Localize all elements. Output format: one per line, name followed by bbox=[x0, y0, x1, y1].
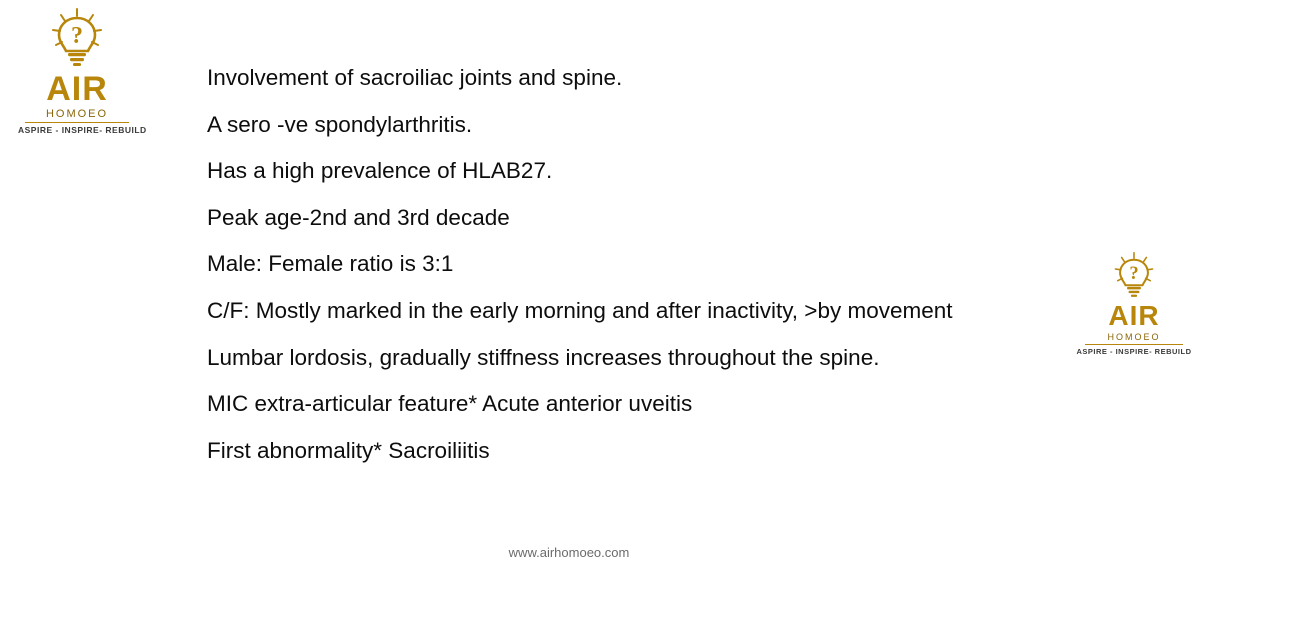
body-line: Peak age-2nd and 3rd decade bbox=[207, 204, 510, 230]
lightbulb-question-icon bbox=[1112, 252, 1156, 300]
logo-subword: HOMOEO bbox=[1107, 332, 1161, 342]
body-line: First abnormality* Sacroiliitis bbox=[207, 437, 490, 463]
logo-divider bbox=[1085, 344, 1183, 345]
body-line: C/F: Mostly marked in the early morning and after inactivity, >by movement bbox=[207, 297, 953, 323]
body-line: Involvement of sacroiliac joints and spine. bbox=[207, 65, 623, 90]
logo-divider bbox=[25, 122, 129, 123]
body-line: Lumbar lordosis, gradually stiffness increases throughout the spine. bbox=[207, 344, 880, 370]
svg-text:?: ? bbox=[1129, 263, 1139, 285]
footer-website-url: www.airhomoeo.com bbox=[508, 545, 630, 560]
logo-tagline: ASPIRE - INSPIRE- REBUILD bbox=[18, 125, 147, 135]
slide-body bbox=[207, 55, 1087, 474]
logo-wordmark: AIR bbox=[1108, 300, 1160, 331]
logo-wordmark: AIR bbox=[46, 70, 108, 108]
air-homoeo-logo bbox=[18, 8, 147, 135]
body-line: MIC extra-articular feature* Acute anterior uveitis bbox=[207, 391, 693, 417]
svg-text:?: ? bbox=[71, 23, 83, 49]
logo-subword: HOMOEO bbox=[45, 108, 109, 120]
body-line: Male: Female ratio is 3:1 bbox=[207, 251, 454, 277]
lightbulb-question-icon bbox=[49, 8, 105, 70]
logo-tagline: ASPIRE - INSPIRE- REBUILD bbox=[1076, 347, 1192, 356]
air-homoeo-watermark-logo bbox=[1076, 252, 1192, 356]
body-line: Has a high prevalence of HLAB27. bbox=[207, 158, 553, 184]
body-line: A sero -ve spondylarthritis. bbox=[207, 111, 473, 137]
